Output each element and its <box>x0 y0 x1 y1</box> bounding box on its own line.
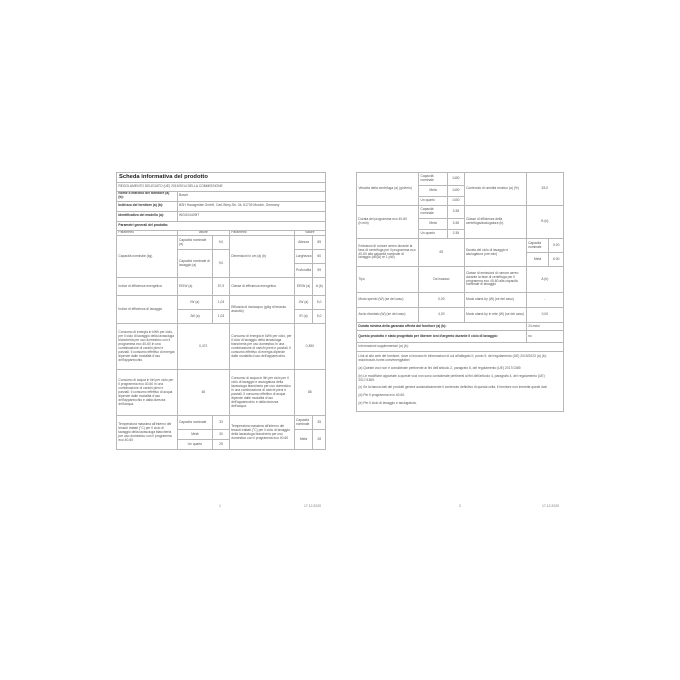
noise-class-value: A (b) <box>526 267 563 293</box>
ir-label: IR (a) <box>294 310 313 324</box>
networked-standby-value: 0,00 <box>526 308 563 323</box>
page-1 <box>116 172 326 450</box>
wd-s2: Metà <box>526 253 549 267</box>
product-info-table-p2 <box>356 172 564 412</box>
delay-start-label: Avvio ritardato (W) (se del caso) <box>357 308 419 323</box>
page-2-number: 2 <box>459 504 461 508</box>
energy-class-sub: EEIW (a) <box>294 278 313 296</box>
extra-info-body <box>357 351 564 411</box>
width-label: Larghezza <box>294 250 313 264</box>
duration-v2: 3:38 <box>448 219 465 230</box>
spin-r3: Un quarto <box>419 197 448 206</box>
type-value: Da incasso <box>419 267 465 293</box>
duration-v1: 3:38 <box>448 206 465 219</box>
spin-class-label: Classe di efficienza della centrifuga/asciugatura (b) <box>464 206 526 239</box>
eei-sub: EEIW (a) <box>177 278 213 296</box>
jw2-value: 5,0 <box>313 296 326 310</box>
dimensions-label: Dimensioni in cm (a) (b) <box>229 236 294 278</box>
col-header-value: Valore <box>177 230 229 236</box>
energy-class-label: Classe di efficienza energetica <box>229 278 294 296</box>
energy-cons-value2: 0,380 <box>294 324 325 370</box>
capacity-val1: 9,0 <box>213 236 230 250</box>
noise-class-label: Classe di emissioni di rumore aereo durante la fase di centrifuga per il programma eco 40-60 alla capacità nominale di lavaggio <box>464 267 526 293</box>
networked-standby-label: Modo stand-by in rete (W) (se del caso) <box>464 308 526 323</box>
energy-cons-value: 0,472 <box>177 324 229 370</box>
temp-w2: 28 <box>313 430 326 450</box>
temp-r3: Un quarto <box>177 440 213 450</box>
depth-label: Profondità <box>294 264 313 278</box>
duration-label: Durata del programma eco 40-60 (h:min) <box>357 206 419 239</box>
temp-v1: 33 <box>213 416 230 430</box>
spin-class-value: B (b) <box>526 206 563 239</box>
spin-r2: Metà <box>419 186 448 197</box>
regulation-line: REGOLAMENTO DELEGATO (UE) 2019/2014 DELLA COMMISSIONE <box>117 183 326 192</box>
silver-ions-value: no <box>526 331 563 343</box>
water-cons-label: Consumo di acqua in litri per ciclo per il programma eco 40-60 in una combinazione di carichi pieni e parziali. Il consumo effettivo di acqua dipende dalle modalità d'uso dell'apparecchio e dalla durezza dell'acqua. <box>117 370 178 416</box>
standby-label: Modo stand-by (W) (se del caso) <box>464 293 526 308</box>
energy-cons-label: Consumo di energia in kWh per ciclo, per il ciclo di lavaggio della lavasciuga biancheria per uso domestico con il programma eco 40-60 in una combinazione di carichi pieni e parziali. Il consumo effettivo di energia dipende dalle modalità d'uso dell'apparecchio. <box>117 324 178 370</box>
temp-s2: Metà <box>294 430 313 450</box>
page-2 <box>356 172 564 412</box>
extra-info-title: Informazioni supplementari (a) (b): <box>357 343 564 352</box>
spin-v3: 1400 <box>448 197 465 206</box>
supplier-address-label: Indirizzo del fornitore (a) (b): <box>117 201 178 211</box>
iw-value: 1,03 <box>213 296 230 310</box>
wash-eff-label: Indice di efficienza di lavaggio <box>117 296 178 324</box>
model-id-value: WGG04409IT <box>177 211 325 221</box>
warranty-label: Durata minima della garanzia offerta dal fornitore (a) (b): <box>357 323 527 331</box>
spin-label: Velocità della centrifuga (a) (giri/min) <box>357 173 419 206</box>
footnote-c: (c) Se la banca dati dei prodotti genera automaticamente il contenuto definitivo di questa cella, il fornitore non immette questi dati. <box>358 385 548 390</box>
supplier-address-value: BSH Hausgeräte GmbH, Carl-Wery-Str. 34, 81739 Munich, Germany <box>177 201 325 211</box>
supplier-name-value: Bosch <box>177 191 325 201</box>
spin-r1: Capacità nominale <box>419 173 448 186</box>
depth-value: 59 <box>313 264 326 278</box>
wd-s1: Capacità nominale <box>526 239 549 253</box>
duration-r2: Metà <box>419 219 448 230</box>
temp-w1: 35 <box>313 416 326 430</box>
col-header-param2: Parametro <box>229 230 294 236</box>
silver-ions-label: Questo prodotto è stato progettato per liberare ioni d'argento durante il ciclo di lavaggio: <box>357 331 527 343</box>
footnote-a: (a) Queste voci non è considerate pertinente ai fini dell'articolo 2, paragrafo 6, del regolamento (UE) 2017/1369. <box>358 365 522 370</box>
page-1-number: 1 <box>219 504 221 508</box>
temp-r2: Metà <box>177 430 213 440</box>
supplier-name-label: Nome o marchio del fornitore (a) (b): <box>117 191 178 201</box>
capacity-label: Capacità nominale (kg) <box>117 236 178 278</box>
footnote-b: (b) Le modifiche apportate a queste voci non sono considerate pertinenti ai fini dell'articolo 4, paragrafo 4, del regolamento (UE) 2017/1369. <box>358 373 545 382</box>
water-cons-value2: 88 <box>294 370 325 416</box>
capacity-sub1: Capacità nominale (a) <box>177 236 213 250</box>
delay-start-value: 4,00 <box>419 308 465 323</box>
temp-v3: 25 <box>213 440 230 450</box>
temp-label2: Temperatura massima all'interno dei tessuti trattati (°C) per il ciclo di lavaggio della lavasciuga biancheria per uso domestico con il programma eco 40-60 <box>229 416 294 450</box>
jw-label: JW (a) <box>177 310 213 324</box>
duration-r1: Capacità nominale <box>419 206 448 219</box>
water-cons-label2: Consumo di acqua in litri per ciclo per il ciclo di lavaggio e asciugatura della lavasciuga biancheria per uso domestico in una combinazione di carichi pieni e parziali. Il consumo effettivo di acqua dipende dalle modalità d'uso dell'apparecchio e dalla durezza dell'acqua. <box>229 370 294 416</box>
wash-dry-duration-label: Durata del ciclo di lavaggio e asciugatura (ore:min) <box>464 239 526 267</box>
eei-label: Indice di efficienza energetica <box>117 278 178 296</box>
capacity-val2: 9,0 <box>213 250 230 278</box>
noise-label: Emissioni di rumore aereo durante la fase di centrifuga per il programma eco 40-60 alla capacità nominale di lavaggio (dB(A) re 1 pW) <box>357 239 419 267</box>
spin-v2: 1400 <box>448 186 465 197</box>
type-label: Tipo <box>357 267 419 293</box>
jw-value: 1,03 <box>213 310 230 324</box>
page-1-date: 17.12.2020 <box>304 504 321 508</box>
col-header-param: Parametro <box>117 230 178 236</box>
sheet-title: Scheda informativa del prodotto <box>117 173 326 183</box>
standby-value: - <box>526 293 563 308</box>
temp-label: Temperatura massima all'interno dei tessuti trattati (°C) per il ciclo di lavaggio della lavasciuga biancheria per uso domestico con il programma eco 40-60 <box>117 416 178 450</box>
footnote-e: (e) Per il ciclo di lavaggio e asciugatura. <box>358 401 417 406</box>
footnote-d: (d) Per il programma eco 40-60. <box>358 393 406 398</box>
moisture-value: 53,0 <box>526 173 563 206</box>
general-params-title: Parametri generali del prodotto: <box>117 221 326 230</box>
rinse-label: Efficacia di risciacquo (g/kg di tessuto asciutto) <box>229 296 294 324</box>
energy-class-value: A (b) <box>313 278 326 296</box>
height-value: 85 <box>313 236 326 250</box>
supplier-website-link: Link al sito web del fornitore, dove si trovano le informazioni di cui all'allegato II, punto 9, del regolamento (UE) 2019/2023 (a) (b): www.bosch-home.com/energylabel <box>358 353 547 362</box>
iw-label: IW (a) <box>177 296 213 310</box>
height-label: Altezza <box>294 236 313 250</box>
model-id-label: Identificativo del modello (a): <box>117 211 178 221</box>
wd-w2: 6:30 <box>549 253 564 267</box>
temp-v2: 30 <box>213 430 230 440</box>
noise-value: 69 <box>419 239 465 267</box>
wd-w1: 9:20 <box>549 239 564 253</box>
energy-cons-label2: Consumo di energia in kWh per ciclo, per il ciclo di lavaggio della lavasciuga biancheria per uso domestico in una combinazione di carichi pieni e parziali. Il consumo effettivo di energia dipende dalle modalità d'uso dell'apparecchio. <box>229 324 294 370</box>
ir-value: 5,0 <box>313 310 326 324</box>
temp-r1: Capacità nominale <box>177 416 213 430</box>
duration-r3: Un quarto <box>419 230 448 239</box>
product-info-table-p1 <box>116 172 326 450</box>
capacity-sub2: Capacità nominale di lavaggio (a) <box>177 250 213 278</box>
eei-value: 57,9 <box>213 278 230 296</box>
off-mode-label: Modo spento (W) (se del caso) <box>357 293 419 308</box>
col-header-value2: Valore <box>294 230 325 236</box>
jw2-label: JW (a) <box>294 296 313 310</box>
warranty-value: 24 mesi <box>526 323 563 331</box>
water-cons-value: 48 <box>177 370 229 416</box>
temp-s1: Capacità nominale <box>294 416 313 430</box>
page-2-date: 17.12.2020 <box>542 504 559 508</box>
width-value: 60 <box>313 250 326 264</box>
moisture-label: Contenuto di umidità residuo (a) (%) <box>464 173 526 206</box>
off-mode-value: 0,00 <box>419 293 465 308</box>
spin-v1: 1400 <box>448 173 465 186</box>
duration-v3: 2:38 <box>448 230 465 239</box>
